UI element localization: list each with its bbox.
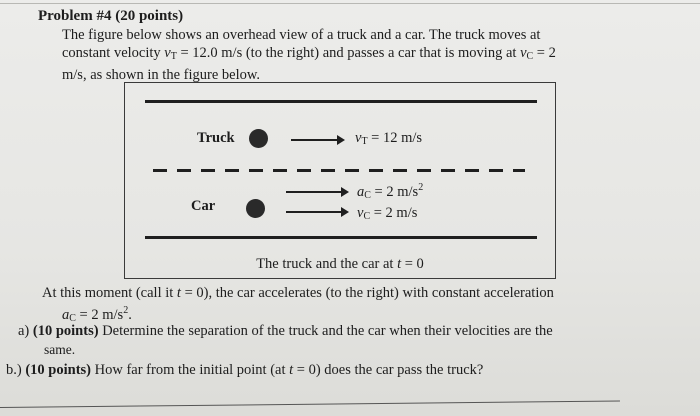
car-acceleration-label	[357, 182, 423, 201]
intro-line-1: The figure below shows an overhead view of a truck and a car. The truck moves at	[62, 27, 541, 43]
vc-subscript: C	[526, 51, 534, 62]
truck-dot-icon	[249, 129, 268, 148]
subscript: C	[69, 313, 76, 324]
truck-velocity-arrow-icon	[291, 139, 338, 141]
body-paragraph-line-1	[42, 285, 554, 302]
figure-caption	[125, 256, 555, 273]
car-velocity-label	[357, 205, 417, 222]
bottom-rule	[0, 401, 620, 408]
question-text: Determine the separation of the truck and the car when their velocities are the	[98, 323, 553, 339]
symbol: a	[357, 184, 365, 200]
question-label: b.)	[6, 362, 22, 378]
value: = 2 m/s	[75, 307, 124, 323]
car-acceleration-arrow-icon	[286, 191, 342, 193]
caption-text: = 0	[401, 256, 424, 272]
subscript: C	[363, 211, 371, 222]
superscript: 2	[123, 305, 129, 316]
truck-velocity-label	[355, 130, 422, 147]
question-points: (10 points)	[32, 323, 99, 339]
question-text: How far from the initial point (at	[91, 362, 290, 378]
intro-text: constant velocity	[62, 45, 165, 61]
question-a-continued: same.	[44, 342, 76, 357]
question-text: = 0) does the car pass the truck?	[293, 362, 484, 378]
body-text: = 0), the car accelerates (to the right) with constant acceleration	[180, 285, 554, 301]
symbol: v	[355, 130, 362, 146]
body-text: At this moment (call it	[42, 285, 177, 301]
vt-symbol: v	[164, 45, 171, 61]
time-symbol: t	[397, 256, 402, 272]
truck-label: Truck	[197, 130, 235, 146]
subscript: C	[364, 190, 371, 201]
value: = 2 m/s	[370, 184, 419, 200]
value: = 12 m/s	[367, 130, 423, 146]
question-points: (10 points)	[25, 362, 92, 378]
subscript: T	[361, 136, 368, 147]
question-b	[6, 362, 483, 379]
superscript: 2	[418, 182, 424, 193]
intro-line-2	[62, 44, 662, 66]
symbol: v	[357, 205, 364, 221]
value: = 2 m/s	[370, 205, 418, 221]
time-symbol: t	[176, 285, 181, 301]
symbol: a	[62, 307, 70, 323]
car-velocity-arrow-icon	[286, 211, 342, 213]
lane-divider-dashed	[153, 169, 525, 172]
road-edge-top	[145, 100, 537, 103]
intro-text: = 12.0 m/s (to the right) and passes a car that is moving at	[176, 45, 521, 61]
vt-subscript: T	[170, 51, 177, 62]
truck-car-figure	[124, 82, 556, 279]
problem-intro	[62, 26, 662, 84]
car-label: Car	[191, 198, 216, 214]
question-label: a)	[18, 323, 30, 339]
road-edge-bottom	[145, 236, 537, 239]
top-rule	[0, 3, 700, 4]
time-symbol: t	[289, 362, 294, 378]
intro-line-3: m/s, as shown in the figure below.	[62, 67, 261, 83]
caption-text: The truck and the car at	[256, 256, 398, 272]
body-text: .	[128, 307, 132, 323]
car-dot-icon	[246, 199, 265, 218]
question-a	[18, 323, 553, 340]
problem-heading: Problem #4 (20 points)	[38, 8, 184, 24]
vc-symbol: v	[520, 45, 527, 61]
intro-text: = 2	[533, 45, 556, 61]
